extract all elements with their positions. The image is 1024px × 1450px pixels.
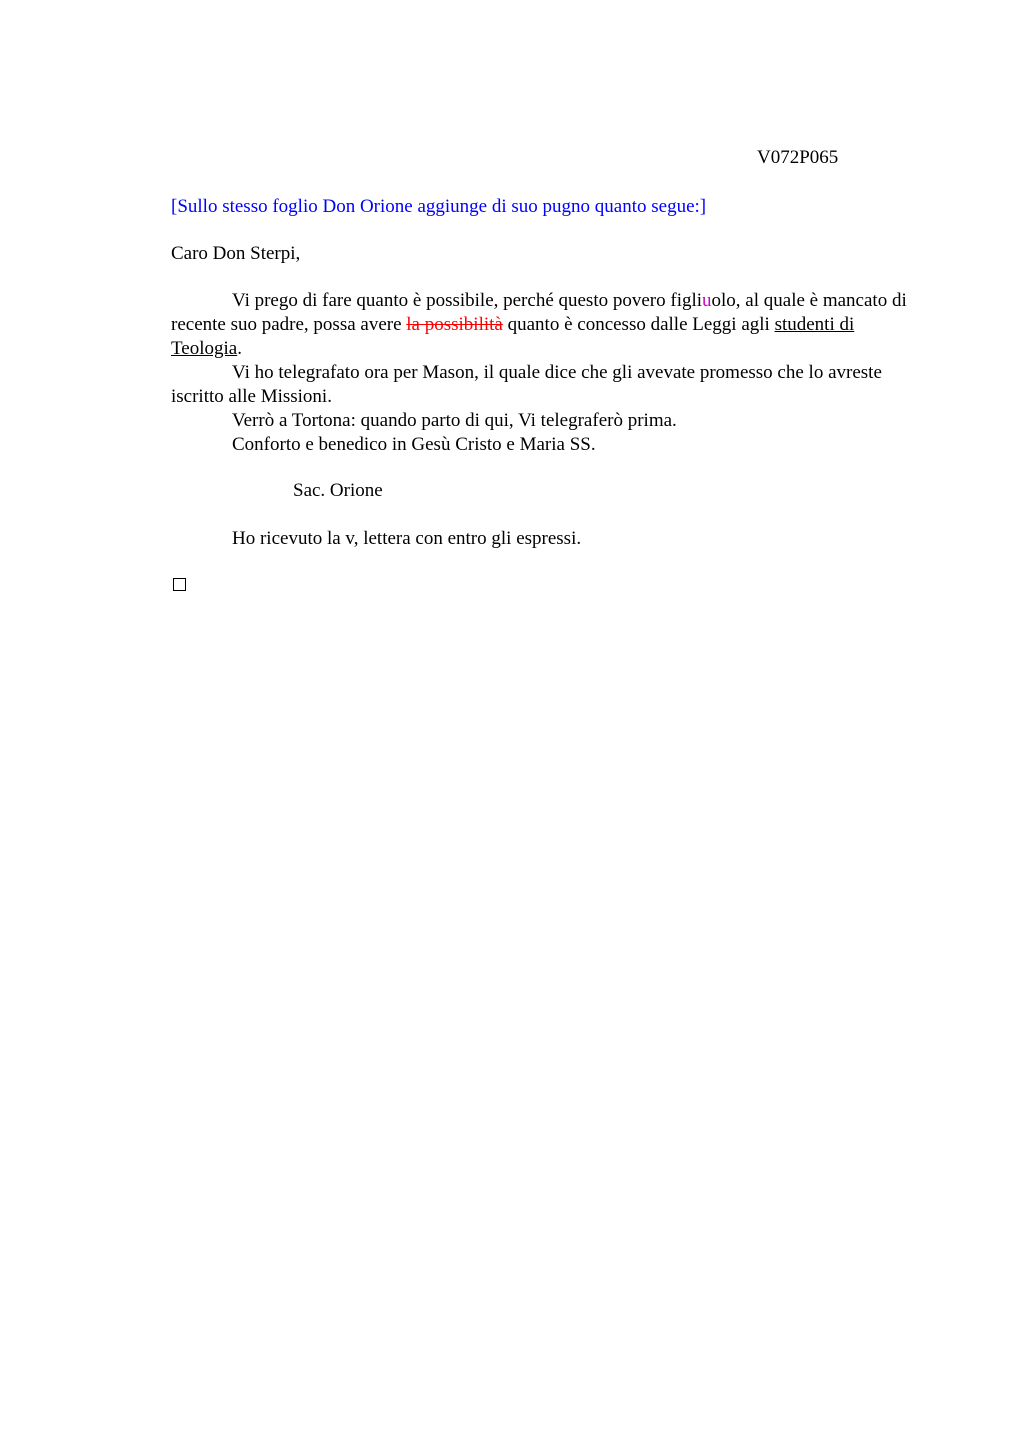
paragraph-1-text-c: quanto è concesso dalle Leggi agli	[502, 314, 775, 335]
inserted-letter: u	[702, 290, 712, 311]
letter-body	[171, 289, 923, 457]
letter-greeting: Caro Don Sterpi,	[171, 243, 301, 264]
paragraph-3: Verrò a Tortona: quando parto di qui, Vi telegraferò prima.	[232, 410, 677, 431]
paragraph-1-text-b: olo, al quale è mancato di recente suo padre, possa avere	[171, 290, 907, 335]
letter-postscript: Ho ricevuto la v, lettera con entro gli espressi.	[232, 528, 582, 549]
paragraph-1	[171, 289, 923, 361]
paragraph-1-text-d: .	[237, 338, 242, 359]
paragraph-2: Vi ho telegrafato ora per Mason, il quale dice che gli avevate promesso che lo avreste iscritto alle Missioni.	[171, 362, 882, 407]
letter-signature: Sac. Orione	[293, 480, 383, 501]
paragraph-1-text-a: Vi prego di fare quanto è possibile, perché questo povero figli	[232, 290, 703, 311]
document-code: V072P065	[757, 147, 839, 168]
paragraph-4: Conforto e benedico in Gesù Cristo e Maria SS.	[232, 434, 596, 455]
deleted-text: la possibilità	[406, 314, 503, 335]
underlined-text: studenti di Teologia	[171, 314, 855, 359]
square-outline-icon	[173, 578, 186, 591]
editorial-note: [Sullo stesso foglio Don Orione aggiunge di suo pugno quanto segue:]	[171, 196, 707, 217]
